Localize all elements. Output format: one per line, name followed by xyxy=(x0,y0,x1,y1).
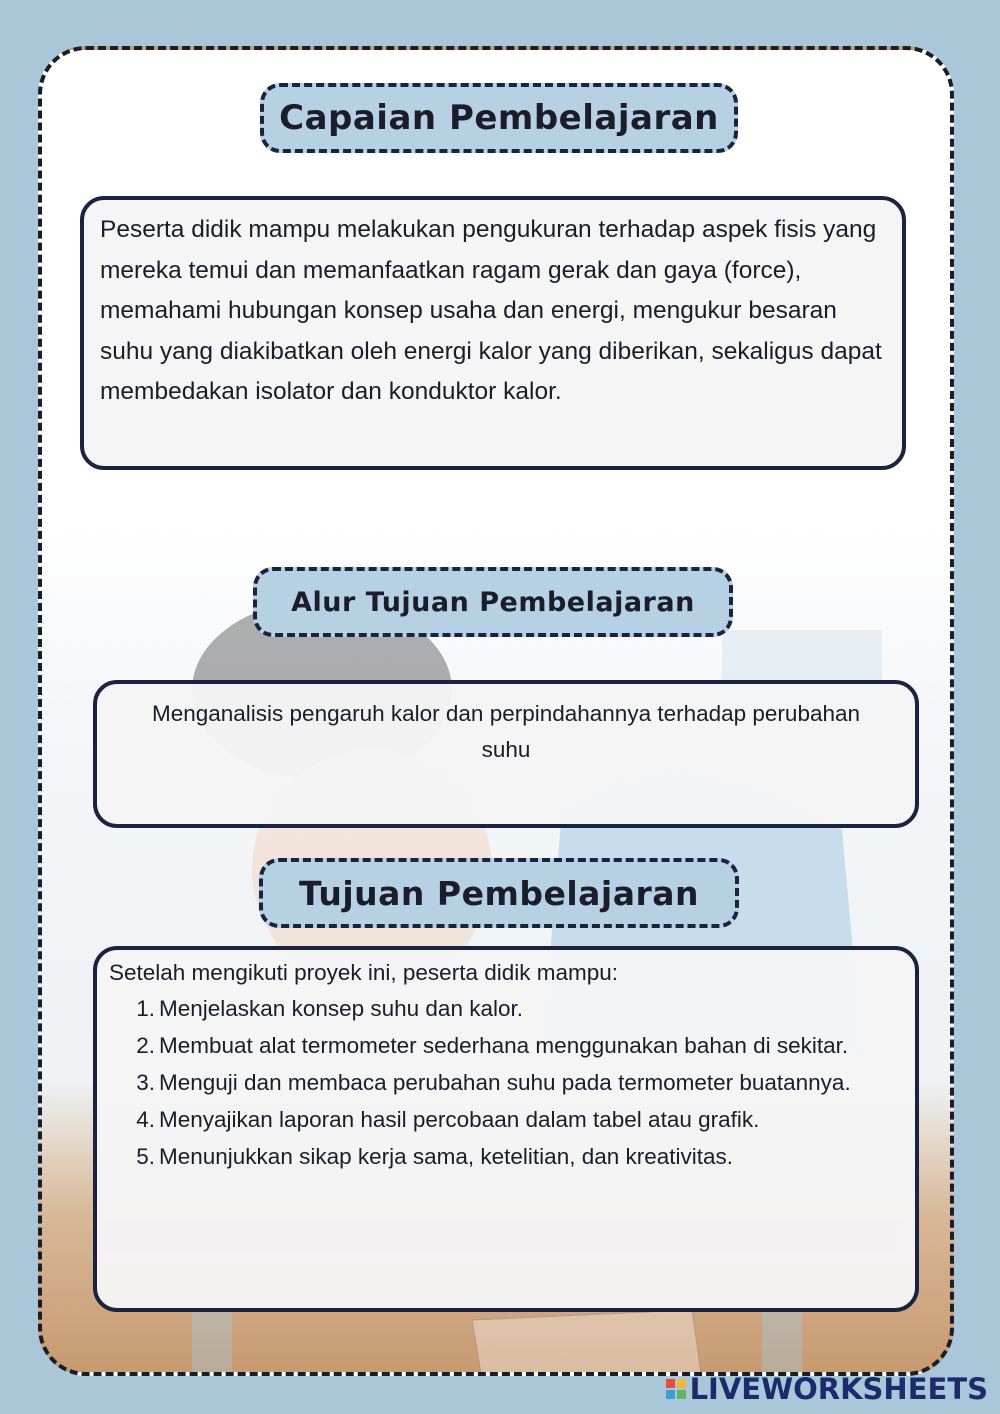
list-item xyxy=(109,990,897,1027)
tujuan-intro: Setelah mengikuti proyek ini, peserta didik mampu: xyxy=(109,960,619,985)
list-item xyxy=(109,1064,897,1101)
alur-text: Menganalisis pengaruh kalor dan perpindahannya terhadap perubahan suhu xyxy=(151,701,861,762)
list-number: 5. xyxy=(136,1144,155,1169)
list-number: 2. xyxy=(136,1033,155,1058)
list-text: Menguji dan membaca perubahan suhu pada termometer buatannya. xyxy=(159,1070,851,1095)
capaian-title-pill xyxy=(260,83,738,153)
list-text: Membuat alat termometer sederhana menggunakan bahan di sekitar. xyxy=(159,1033,849,1058)
capaian-title: Capaian Pembelajaran xyxy=(279,98,719,138)
list-text: Menunjukkan sikap kerja sama, ketelitian, dan kreativitas. xyxy=(159,1144,734,1169)
tujuan-text-box xyxy=(93,946,919,1312)
list-number: 3. xyxy=(136,1070,155,1095)
tujuan-title-pill xyxy=(259,858,739,928)
list-item xyxy=(109,1101,897,1138)
tujuan-title: Tujuan Pembelajaran xyxy=(298,873,700,913)
list-number: 1. xyxy=(136,996,155,1021)
brand-name: LIVEWORKSHEETS xyxy=(689,1372,988,1406)
list-text: Menyajikan laporan hasil percobaan dalam tabel atau grafik. xyxy=(159,1107,760,1132)
tujuan-list xyxy=(109,990,897,1175)
alur-title-pill xyxy=(253,567,733,637)
capaian-text-box xyxy=(80,196,906,470)
alur-text-box xyxy=(93,680,919,828)
list-number: 4. xyxy=(136,1107,155,1132)
capaian-text: Peserta didik mampu melakukan pengukuran terhadap aspek fisis yang mereka temui dan memanfaatkan ragam gerak dan gaya (force), memahami hubungan konsep usaha dan energi, mengukur besaran suhu yang diakibatkan oleh energi kalor yang diberikan, sekaligus dapat membedakan isolator dan konduktor kalor. xyxy=(100,216,882,405)
logo-grid-icon xyxy=(666,1379,686,1399)
list-text: Menjelaskan konsep suhu dan kalor. xyxy=(159,996,523,1021)
liveworksheets-logo[interactable] xyxy=(666,1372,988,1406)
list-item xyxy=(109,1027,897,1064)
alur-title: Alur Tujuan Pembelajaran xyxy=(291,586,695,618)
list-item xyxy=(109,1138,897,1175)
